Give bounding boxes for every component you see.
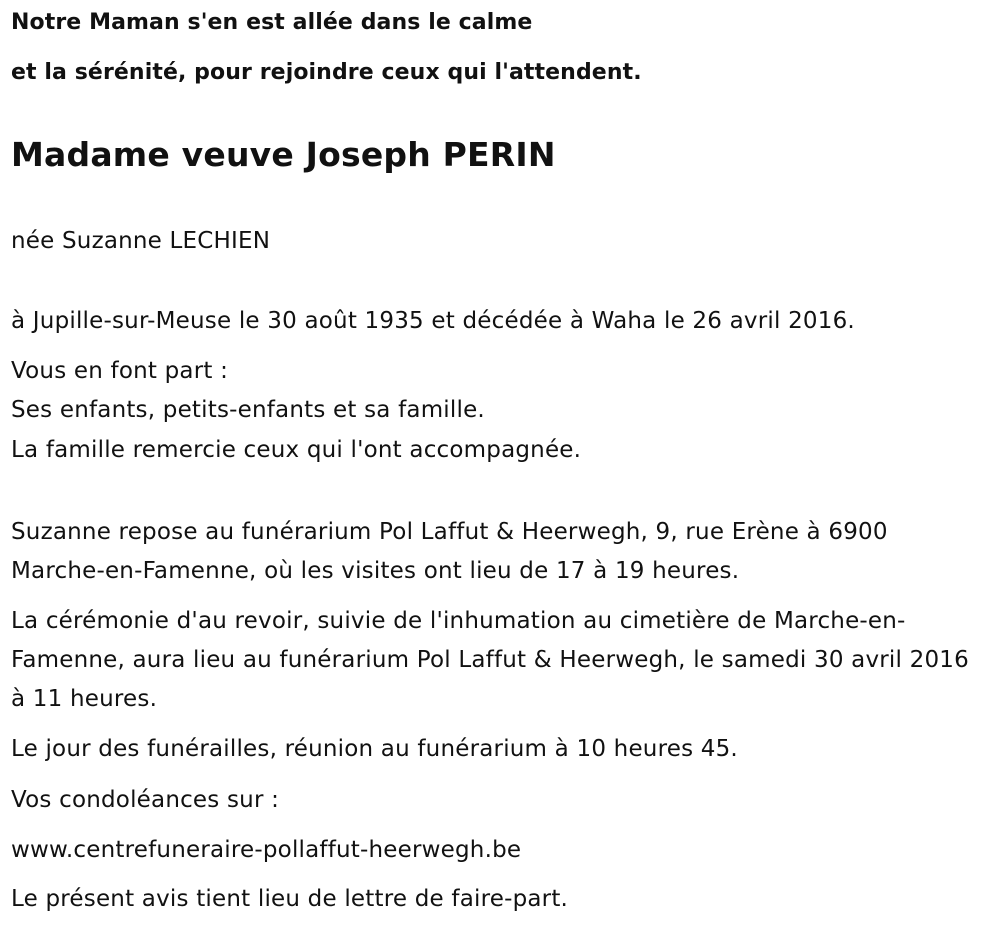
maiden-name: née Suzanne LECHIEN	[11, 228, 271, 254]
intro-line-1: Notre Maman s'en est allée dans le calme	[11, 10, 533, 35]
birth-death-dates: à Jupille-sur-Meuse le 30 août 1935 et décédée à Waha le 26 avril 2016.	[11, 308, 855, 334]
condolences-website-link[interactable]: www.centrefuneraire-pollaffut-heerwegh.be	[11, 837, 522, 863]
announcement-thanks: La famille remercie ceux qui l'ont accompagnée.	[11, 437, 582, 463]
rest-place-paragraph: Suzanne repose au funérarium Pol Laffut & Heerwegh, 9, rue Erène à 6900 Marche-en-Famenne, où les visites ont lieu de 17 à 19 heures.	[11, 519, 888, 584]
deceased-name: Madame veuve Joseph PERIN	[11, 135, 556, 174]
announcement-intro: Vous en font part :	[11, 358, 229, 384]
announcement-family: Ses enfants, petits-enfants et sa famille.	[11, 397, 485, 423]
closing-note: Le présent avis tient lieu de lettre de faire-part.	[11, 886, 569, 912]
intro-line-2: et la sérénité, pour rejoindre ceux qui l'attendent.	[11, 60, 642, 85]
meeting-paragraph: Le jour des funérailles, réunion au funérarium à 10 heures 45.	[11, 736, 738, 762]
ceremony-paragraph: La cérémonie d'au revoir, suivie de l'inhumation au cimetière de Marche-en-Famenne, aura lieu au funérarium Pol Laffut & Heerwegh, le samedi 30 avril 2016 à 11 heures.	[11, 608, 969, 712]
condolences-label: Vos condoléances sur :	[11, 787, 280, 813]
